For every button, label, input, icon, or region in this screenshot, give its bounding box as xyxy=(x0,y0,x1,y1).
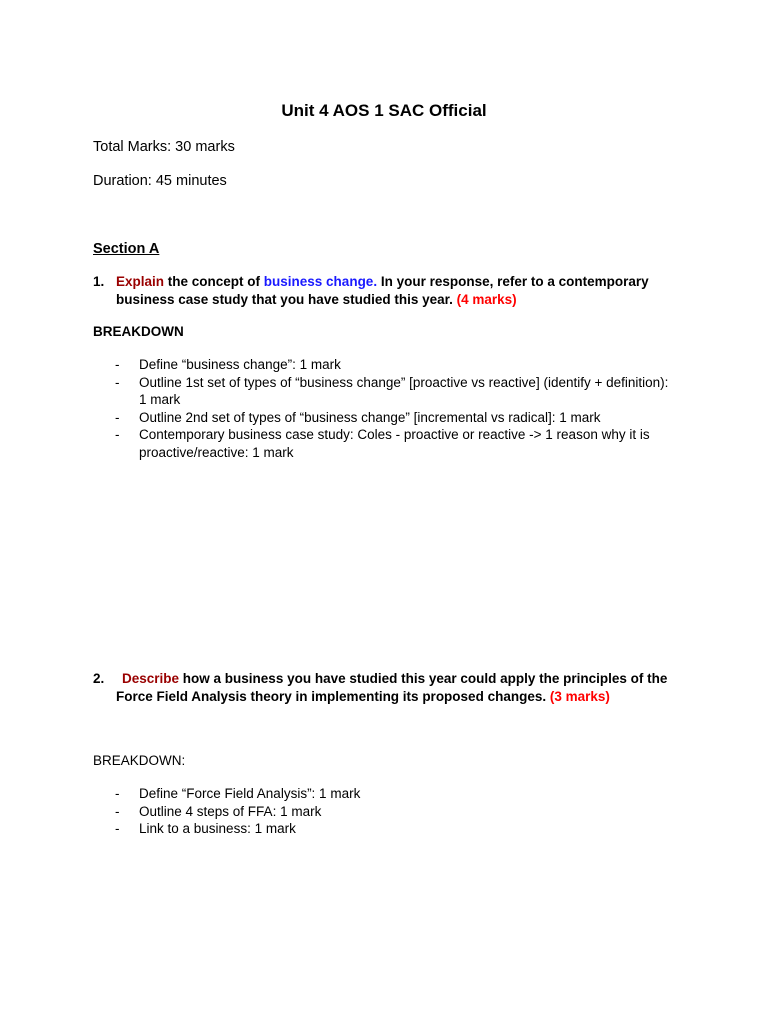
question-text-part: the concept of xyxy=(164,274,264,289)
breakdown-list xyxy=(93,785,673,838)
task-verb: Describe xyxy=(122,671,180,686)
list-item-text: Outline 4 steps of FFA: 1 mark xyxy=(139,803,322,819)
breakdown-heading: BREAKDOWN: xyxy=(93,753,186,768)
list-item xyxy=(93,409,673,427)
list-item-text: Contemporary business case study: Coles - proactive or reactive -> 1 reason why it is proactive/reactive: 1 mark xyxy=(139,427,650,460)
list-item xyxy=(93,374,673,409)
list-item-text: Link to a business: 1 mark xyxy=(139,821,296,837)
dash-bullet-icon: - xyxy=(115,374,120,390)
question-2 xyxy=(93,670,683,706)
dash-bullet-icon: - xyxy=(115,803,120,819)
page-title: Unit 4 AOS 1 SAC Official xyxy=(281,101,487,120)
duration: Duration: 45 minutes xyxy=(93,173,227,189)
list-item xyxy=(93,426,673,461)
list-item-text: Outline 1st set of types of “business change” [proactive vs reactive] (identify + definition): 1 mark xyxy=(139,374,669,408)
question-number: 2. xyxy=(93,671,105,686)
dash-bullet-icon: - xyxy=(115,427,120,443)
marks-allocation: (3 marks) xyxy=(549,689,610,704)
dash-bullet-icon: - xyxy=(115,786,120,801)
list-item xyxy=(93,803,673,821)
list-item-text: Define “Force Field Analysis”: 1 mark xyxy=(139,786,361,801)
dash-bullet-icon: - xyxy=(115,409,120,425)
question-number: 1. xyxy=(93,274,105,289)
marks-allocation: (4 marks) xyxy=(456,292,517,307)
list-item-text: Outline 2nd set of types of “business change” [incremental vs radical]: 1 mark xyxy=(139,409,601,425)
dash-bullet-icon: - xyxy=(115,821,120,837)
key-concept: business change. xyxy=(263,274,378,289)
question-text-part: In your response, refer to a contemporary business case study that you have studied this year. xyxy=(116,274,649,307)
list-item xyxy=(93,356,673,374)
question-text xyxy=(116,273,683,309)
question-1 xyxy=(93,273,683,309)
list-item-text: Define “business change”: 1 mark xyxy=(139,357,341,372)
total-marks: Total Marks: 30 marks xyxy=(93,139,235,155)
dash-bullet-icon: - xyxy=(115,357,120,372)
question-text-part: how a business you have studied this year could apply the principles of the Force Field Analysis theory in implementing its proposed changes. xyxy=(116,671,668,704)
breakdown-heading: BREAKDOWN xyxy=(93,324,184,339)
question-text xyxy=(116,670,683,706)
task-verb: Explain xyxy=(116,274,165,289)
list-item xyxy=(93,820,673,838)
section-heading: Section A xyxy=(93,241,160,257)
breakdown-list xyxy=(93,356,673,462)
list-item xyxy=(93,785,673,803)
